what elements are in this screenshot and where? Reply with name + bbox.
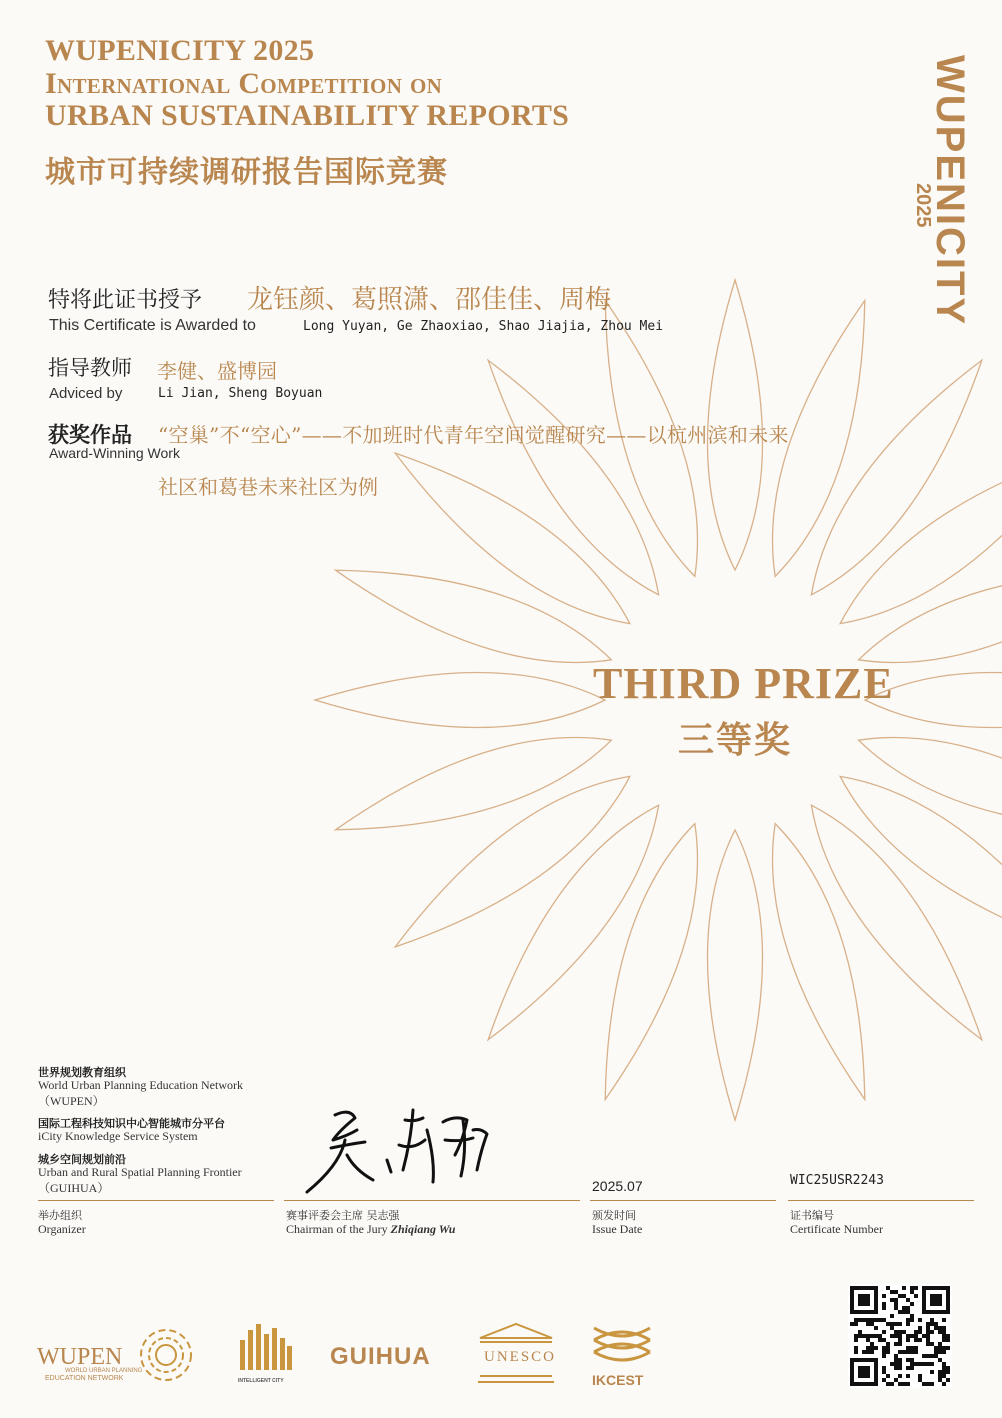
ikcest-logo	[590, 1322, 654, 1392]
work-title-line1: “空巢”不“空心”——不加班时代青年空间觉醒研究——以杭州滨和未来	[158, 423, 789, 447]
unesco-logo-text: UNESCO	[484, 1349, 557, 1365]
flower-petal	[379, 754, 646, 969]
unesco-logo	[476, 1322, 556, 1392]
prize-title-cn: 三等奖	[678, 719, 793, 761]
awarded-names-en: Long Yuyan, Ge Zhaoxiao, Shao Jiajia, Zhou Mei	[303, 319, 664, 334]
chair-name: Zhiqiang Wu	[390, 1222, 456, 1236]
chair-caption-en	[286, 1222, 455, 1237]
cert-caption-cn: 证书编号	[790, 1209, 834, 1222]
chair-caption-prefix: Chairman of the Jury	[286, 1222, 391, 1236]
issue-caption-cn: 颁发时间	[592, 1209, 636, 1222]
issue-divider	[590, 1200, 776, 1201]
awarded-label-en: This Certificate is Awarded to	[49, 317, 256, 334]
header-line-2: International Competition on	[45, 67, 443, 100]
advisor-label-cn: 指导教师	[48, 356, 132, 380]
organizer-3-cn: 城乡空间规划前沿	[38, 1153, 126, 1166]
flower-petal	[315, 673, 605, 728]
header-chinese-title: 城市可持续调研报告国际竞赛	[45, 155, 448, 190]
prize-title-en: THIRD PRIZE	[593, 659, 894, 708]
intelligent-city-text: INTELLIGENT CITY	[238, 1378, 284, 1384]
flower-petal	[327, 544, 620, 686]
wupen-logo-sub2: EDUCATION NETWORK	[45, 1375, 124, 1382]
work-title-line2: 社区和葛巷未来社区为例	[158, 475, 378, 499]
header-line-3: URBAN SUSTAINABILITY REPORTS	[45, 99, 570, 132]
organizer-caption-en: Organizer	[38, 1222, 86, 1236]
flower-petal	[789, 344, 1002, 611]
certificate-number-value: WIC25USR2243	[790, 1173, 884, 1188]
cert-divider	[788, 1200, 974, 1201]
flower-petal	[466, 344, 681, 611]
organizer-caption-cn: 举办组织	[38, 1209, 82, 1222]
sun-icon	[135, 1324, 197, 1386]
intelligent-city-logo	[238, 1322, 294, 1392]
organizer-3-en-abbr: （GUIHUA）	[38, 1181, 110, 1195]
brand-vertical-name: WUPENICITY	[928, 55, 972, 327]
organizer-2-cn: 国际工程科技知识中心智能城市分平台	[38, 1117, 225, 1130]
ikcest-logo-text: IKCEST	[592, 1372, 644, 1388]
chair-divider	[284, 1200, 580, 1201]
chairman-signature	[295, 1100, 505, 1200]
wupen-logo-text: WUPEN	[37, 1344, 123, 1370]
work-label-cn: 获奖作品	[48, 422, 132, 447]
flower-petal	[850, 714, 1002, 856]
organizer-1-cn: 世界规划教育组织	[38, 1066, 126, 1079]
advisor-names-en: Li Jian, Sheng Boyuan	[158, 386, 323, 401]
flower-petal	[749, 815, 891, 1108]
organizer-2-en: iCity Knowledge Service System	[38, 1129, 198, 1143]
guihua-logo: GUIHUA	[330, 1343, 431, 1370]
flower-petal	[327, 714, 620, 856]
flower-petal	[466, 789, 681, 1056]
organizer-3-en: Urban and Rural Spatial Planning Frontier	[38, 1165, 242, 1179]
advisor-names-cn: 李健、盛博园	[157, 359, 277, 383]
organizer-1-en: World Urban Planning Education Network	[38, 1078, 243, 1092]
wupen-logo	[37, 1322, 197, 1392]
flower-petal	[708, 830, 763, 1120]
lattice-icon	[590, 1322, 654, 1368]
issue-caption-en: Issue Date	[592, 1222, 643, 1236]
awarded-label-cn: 特将此证书授予	[48, 288, 203, 313]
flower-petal	[789, 789, 1002, 1056]
city-bars-icon	[238, 1322, 294, 1372]
flower-petal	[824, 431, 1002, 646]
header-line-1: WUPENICITY 2025	[45, 34, 315, 67]
awarded-names-cn: 龙钰颜、葛照潇、邵佳佳、周梅	[247, 285, 612, 315]
brand-vertical-year: 2025	[912, 183, 934, 228]
wupen-logo-sub1: WORLD URBAN PLANNING	[65, 1368, 143, 1374]
cert-caption-en: Certificate Number	[790, 1222, 883, 1236]
chair-caption-cn: 赛事评委会主席 吴志强	[286, 1209, 400, 1222]
work-label-en: Award-Winning Work	[49, 445, 180, 461]
organizer-1-en-abbr: （WUPEN）	[38, 1094, 105, 1108]
advisor-label-en: Adviced by	[49, 385, 123, 402]
flower-petal	[824, 754, 1002, 969]
flower-petal	[379, 431, 646, 646]
qr-code[interactable]	[848, 1284, 952, 1388]
flower-petal	[579, 815, 721, 1108]
brand-vertical-logo	[912, 55, 972, 327]
organizer-divider	[38, 1200, 274, 1201]
issue-date-value: 2025.07	[592, 1178, 643, 1194]
